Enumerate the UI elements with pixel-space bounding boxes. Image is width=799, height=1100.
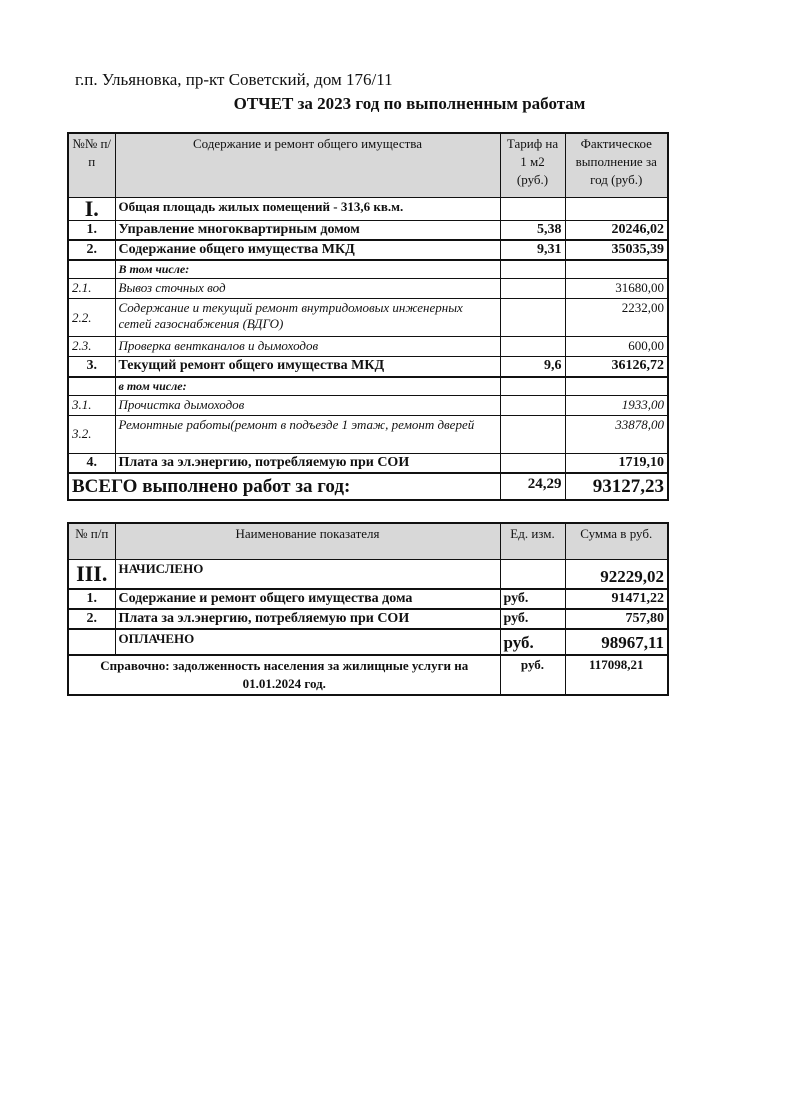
- row-num: 2.: [68, 240, 115, 260]
- row-name: Содержание и ремонт общего имущества дома: [115, 589, 500, 609]
- section-num: I.: [68, 197, 115, 220]
- row-num: 3.: [68, 357, 115, 377]
- col-actual-header: Фактическое выполнение за год (руб.): [565, 133, 668, 197]
- row-name: Текущий ремонт общего имущества МКД: [115, 357, 500, 377]
- row-name: Содержание и текущий ремонт внутридомовых инженерных сетей газоснабжения (ВДГО): [115, 299, 500, 337]
- row-name: Плата за эл.энергию, потребляемую при СОИ: [115, 609, 500, 629]
- row-num: 4.: [68, 453, 115, 473]
- col-sum-header: Сумма в руб.: [565, 523, 668, 559]
- row-unit: руб.: [500, 609, 565, 629]
- section-name: НАЧИСЛЕНО: [115, 559, 500, 589]
- row-name: В том числе:: [115, 260, 500, 279]
- paid-unit: руб.: [500, 629, 565, 655]
- row-num: 3.2.: [68, 415, 115, 453]
- total-actual: 93127,23: [565, 473, 668, 500]
- table-row: [68, 395, 668, 415]
- row-name: Вывоз сточных вод: [115, 279, 500, 299]
- paid-sum: 98967,11: [565, 629, 668, 655]
- paid-name: ОПЛАЧЕНО: [115, 629, 500, 655]
- row-num: 1.: [68, 589, 115, 609]
- row-name: в том числе:: [115, 377, 500, 396]
- table-row: [68, 453, 668, 473]
- table-row: [68, 377, 668, 396]
- report-title: ОТЧЕТ за 2023 год по выполненным работам: [233, 94, 586, 113]
- row-tariff: 5,38: [500, 220, 565, 240]
- row-name: Управление многоквартирным домом: [115, 220, 500, 240]
- table-row: [68, 609, 668, 629]
- row-num: 2.2.: [68, 299, 115, 337]
- debt-unit: руб.: [500, 655, 565, 695]
- table-row: [68, 589, 668, 609]
- row-tariff: 9,6: [500, 357, 565, 377]
- table-row: [68, 337, 668, 357]
- debt-sum: 117098,21: [565, 655, 668, 695]
- col-tariff-header: Тариф на 1 м2 (руб.): [500, 133, 565, 197]
- table-row: [68, 299, 668, 337]
- table-row: [68, 240, 668, 260]
- row-num: 1.: [68, 220, 115, 240]
- section-sum: 92229,02: [565, 559, 668, 589]
- row-actual: 31680,00: [565, 279, 668, 299]
- row-name: Прочистка дымоходов: [115, 395, 500, 415]
- row-name: Плата за эл.энергию, потребляемую при СОИ: [115, 453, 500, 473]
- row-num: 2.3.: [68, 337, 115, 357]
- total-label: ВСЕГО выполнено работ за год:: [68, 473, 500, 500]
- row-actual: 35035,39: [565, 240, 668, 260]
- table-row: [68, 279, 668, 299]
- row-num: 2.: [68, 609, 115, 629]
- row-num: 3.1.: [68, 395, 115, 415]
- paid-row: [68, 629, 668, 655]
- table-row: [68, 415, 668, 453]
- table-row: [68, 220, 668, 240]
- total-row: [68, 473, 668, 500]
- debt-row: [68, 655, 668, 695]
- accruals-table: [67, 522, 669, 696]
- col-num-header: №№ п/п: [68, 133, 115, 197]
- col-num-header: № п/п: [68, 523, 115, 559]
- debt-text: Справочно: задолженность населения за жилищные услуги на 01.01.2024 год.: [68, 655, 500, 695]
- table-row: [68, 357, 668, 377]
- row-actual: 36126,72: [565, 357, 668, 377]
- row-actual: 1719,10: [565, 453, 668, 473]
- row-actual: 20246,02: [565, 220, 668, 240]
- section-row: [68, 559, 668, 589]
- section-num: III.: [68, 559, 115, 589]
- row-sum: 91471,22: [565, 589, 668, 609]
- row-actual: 1933,00: [565, 395, 668, 415]
- row-name: Содержание общего имущества МКД: [115, 240, 500, 260]
- section-row: [68, 197, 668, 220]
- row-unit: руб.: [500, 589, 565, 609]
- col-name-header: Содержание и ремонт общего имущества: [115, 133, 500, 197]
- row-sum: 757,80: [565, 609, 668, 629]
- works-table: [67, 132, 669, 501]
- row-tariff: 9,31: [500, 240, 565, 260]
- row-actual: 600,00: [565, 337, 668, 357]
- row-name: Ремонтные работы(ремонт в подъезде 1 этаж, ремонт дверей: [115, 415, 500, 453]
- col-name-header: Наименование показателя: [115, 523, 500, 559]
- table-row: [68, 260, 668, 279]
- total-tariff: 24,29: [500, 473, 565, 500]
- row-name: Проверка вентканалов и дымоходов: [115, 337, 500, 357]
- row-actual: 33878,00: [565, 415, 668, 453]
- row-actual: 2232,00: [565, 299, 668, 337]
- address: г.п. Ульяновка, пр-кт Советский, дом 176/11: [75, 70, 393, 89]
- col-unit-header: Ед. изм.: [500, 523, 565, 559]
- row-num: 2.1.: [68, 279, 115, 299]
- section-text: Общая площадь жилых помещений - 313,6 кв.м.: [115, 197, 500, 220]
